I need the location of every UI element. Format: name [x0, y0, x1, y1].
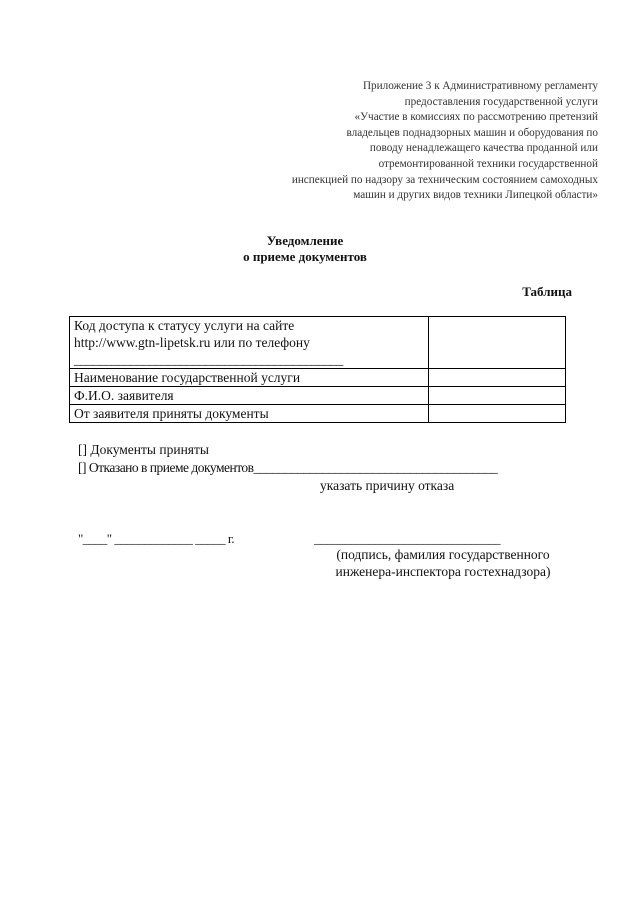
documents-received-label: От заявителя приняты документы	[70, 405, 429, 423]
table-row	[70, 405, 566, 423]
notice-title-line2: о приеме документов	[243, 249, 367, 264]
access-code-value-cell[interactable]	[429, 317, 566, 369]
table-label: Таблица	[522, 284, 572, 299]
notice-title	[205, 233, 405, 265]
table-row	[70, 317, 566, 369]
access-code-phone-line: ___________________________________________	[74, 352, 343, 367]
refusal-reason-label: указать причину отказа	[320, 478, 455, 493]
access-code-line2: http://www.gtn-lipetsk.ru или по телефону	[74, 335, 310, 350]
applicant-name-label: Ф.И.О. заявителя	[70, 387, 429, 405]
appendix-line: поводу ненадлежащего качества проданной или	[369, 142, 598, 155]
access-code-label	[70, 317, 429, 369]
table-row	[70, 387, 566, 405]
signature-field[interactable]: _______________________________	[314, 531, 500, 546]
appendix-line: предоставления государственной услуги	[404, 95, 598, 108]
signature-caption-line1: (подпись, фамилия государственного	[336, 547, 550, 562]
appendix-line: отремонтированной техники государственной	[378, 157, 598, 170]
appendix-line: «Участие в комиссиях по рассмотрению претензий	[354, 111, 598, 124]
date-field[interactable]: "____" _____________ _____ г.	[78, 531, 234, 546]
access-code-line1: Код доступа к статусу услуги на сайте	[74, 318, 295, 333]
documents-refused-option[interactable]: [] Отказано в приеме документов_______________________________________	[78, 460, 498, 475]
appendix-line: Приложение 3 к Административному регламенту	[362, 80, 598, 92]
signature-caption	[318, 546, 568, 580]
table-row	[70, 369, 566, 387]
documents-received-value-cell[interactable]	[429, 405, 566, 423]
documents-accepted-option[interactable]: [] Документы приняты	[78, 442, 209, 457]
appendix-line: владельцев поднадзорных машин и оборудования по	[346, 126, 598, 139]
service-name-label: Наименование государственной услуги	[70, 369, 429, 387]
appendix-line: машин и других видов техники Липецкой области»	[353, 189, 598, 202]
notice-title-line1: Уведомление	[266, 233, 344, 248]
form-table	[69, 316, 566, 423]
appendix-header	[208, 79, 598, 204]
applicant-name-value-cell[interactable]	[429, 387, 566, 405]
signature-caption-line2: инженера-инспектора гостехнадзора)	[335, 564, 551, 579]
service-name-value-cell[interactable]	[429, 369, 566, 387]
appendix-line: инспекцией по надзору за техническим состоянием самоходных	[291, 173, 598, 186]
